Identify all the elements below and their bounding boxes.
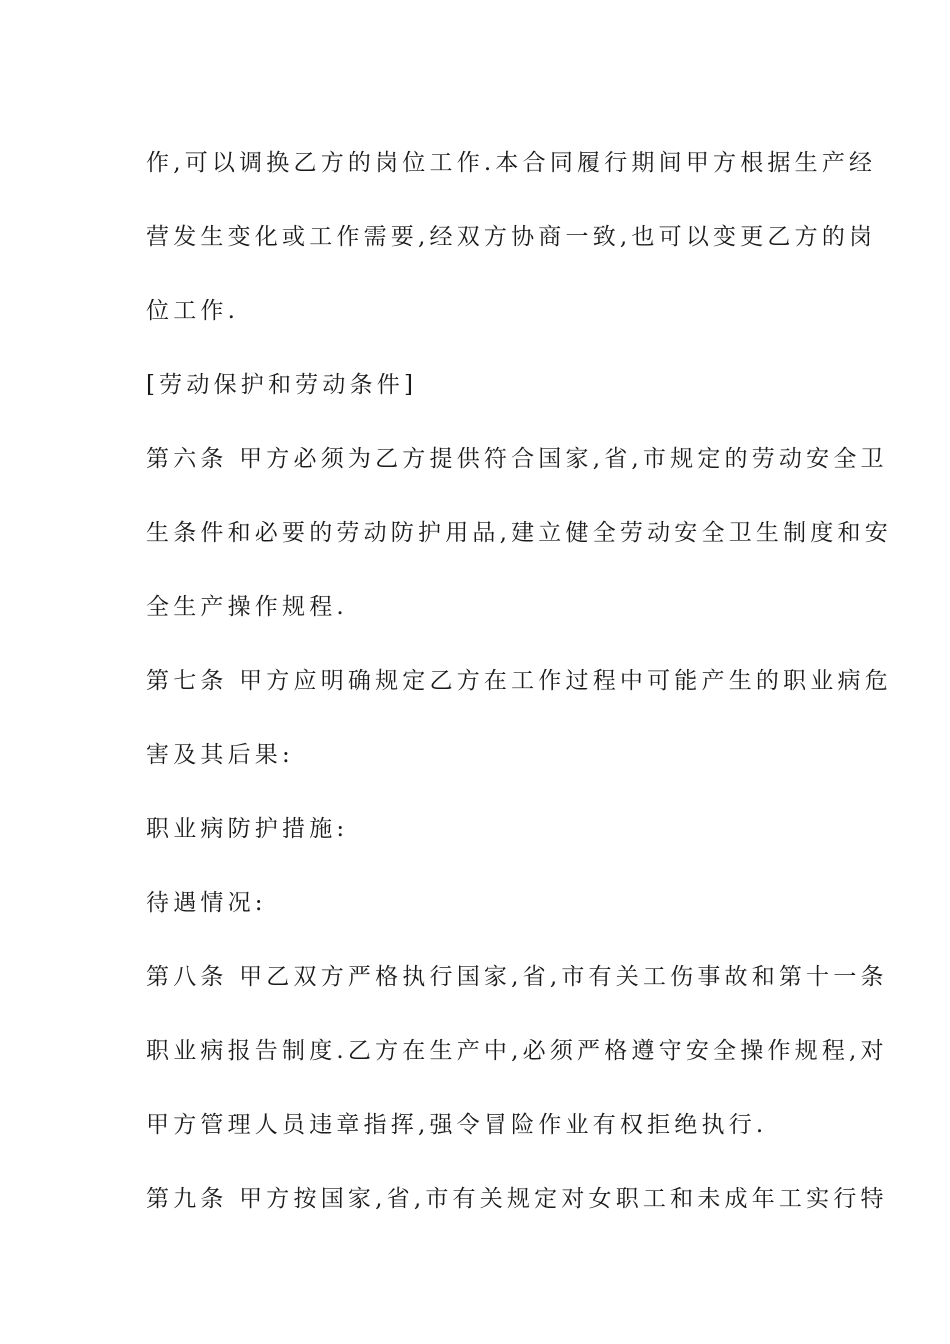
text-line: 营发生变化或工作需要,经双方协商一致,也可以变更乙方的岗: [146, 224, 877, 250]
text-line: 位工作.: [146, 298, 240, 324]
text-line: 生条件和必要的劳动防护用品,建立健全劳动安全卫生制度和安: [146, 520, 892, 546]
article-8-line: 第八条 甲乙双方严格执行国家,省,市有关工伤事故和第十一条: [146, 964, 888, 990]
text-line: 职业病报告制度.乙方在生产中,必须严格遵守安全操作规程,对: [146, 1038, 888, 1064]
text-line: 甲方管理人员违章指挥,强令冒险作业有权拒绝执行.: [146, 1112, 768, 1138]
text-line: 全生产操作规程.: [146, 594, 348, 620]
article-6-line: 第六条 甲方必须为乙方提供符合国家,省,市规定的劳动安全卫: [146, 446, 888, 472]
field-label: 职业病防护措施:: [146, 816, 349, 842]
section-heading: [劳动保护和劳动条件]: [146, 372, 418, 398]
text-line: 害及其后果:: [146, 742, 294, 768]
article-9-line: 第九条 甲方按国家,省,市有关规定对女职工和未成年工实行特: [146, 1186, 888, 1212]
field-label: 待遇情况:: [146, 890, 267, 916]
document-body: [146, 126, 892, 1236]
article-7-line: 第七条 甲方应明确规定乙方在工作过程中可能产生的职业病危: [146, 668, 892, 694]
text-line: 作,可以调换乙方的岗位工作.本合同履行期间甲方根据生产经: [146, 150, 877, 176]
